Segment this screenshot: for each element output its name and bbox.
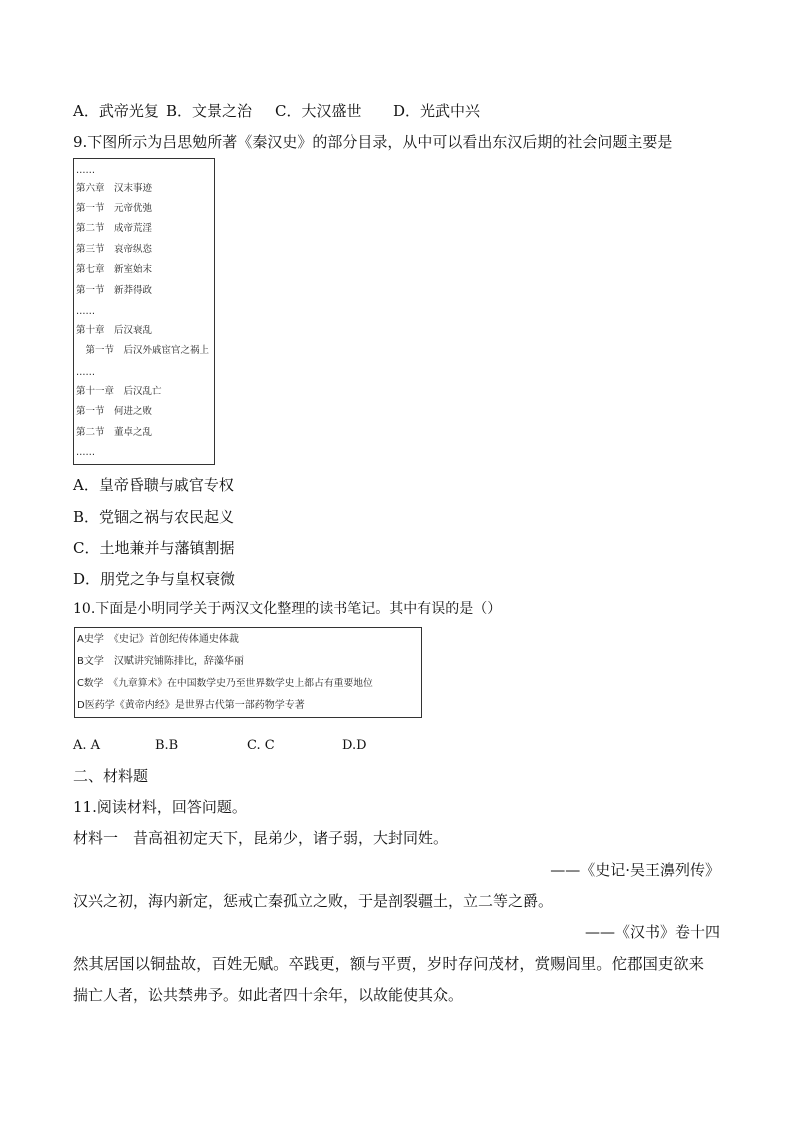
q8-option-a: A．武帝光复 — [73, 102, 159, 120]
toc-row: …… — [76, 165, 95, 176]
q10-stem: 10.下面是小明同学关于两汉文化整理的读书笔记。其中有误的是（） — [73, 601, 502, 617]
note-row: A史学 《史记》首创纪传体通史体裁 — [77, 634, 239, 645]
q9-option-d: D．朋党之争与皇权衰微 — [73, 570, 236, 588]
toc-row: 第三节 哀帝纵恣 — [76, 244, 153, 255]
q8-option-b: B．文景之治 — [166, 102, 253, 120]
toc-row: 第二节 董卓之乱 — [76, 427, 153, 438]
material-one: 材料一 昔高祖初定天下，昆弟少，诸子弱，大封同姓。 — [73, 829, 449, 847]
q10-option-c: C. C — [247, 738, 275, 753]
source-citation-2: ——《汉书》卷十四 — [584, 923, 720, 941]
source-citation-1: ——《史记·吴王濞列传》 — [550, 861, 720, 879]
q9-option-a: A．皇帝昏聩与戚官专权 — [73, 476, 234, 494]
toc-row: 第一节 何进之败 — [76, 406, 153, 417]
q9-stem: 9.下图所示为吕思勉所著《秦汉史》的部分目录，从中可以看出东汉后期的社会问题主要是 — [73, 133, 673, 151]
note-row: B文学 汉赋讲究铺陈排比，辞藻华丽 — [77, 656, 244, 667]
q9-toc-image — [73, 158, 215, 465]
toc-row: 第二节 成帝荒淫 — [76, 223, 153, 234]
toc-row: 第十一章 后汉乱亡 — [76, 386, 162, 397]
q10-option-d: D.D — [342, 738, 367, 753]
section-heading: 二、材料题 — [73, 767, 149, 785]
toc-row: 第一节 后汉外戚宦官之祸上 — [76, 345, 210, 356]
passage-two: 汉兴之初，海内新定，惩戒亡秦孤立之败，于是剖裂疆土，立二等之爵。 — [73, 892, 554, 910]
note-row: C数学 《九章算术》在中国数学史乃至世界数学史上都占有重要地位 — [77, 678, 373, 689]
toc-row: …… — [76, 367, 95, 378]
passage-three-line-2: 揣亡人者，讼共禁弗予。如此者四十余年，以故能使其众。 — [73, 986, 464, 1004]
toc-row: …… — [76, 306, 95, 317]
toc-row: 第一节 新莽得政 — [76, 285, 153, 296]
toc-row: 第十章 后汉衰乱 — [76, 325, 153, 336]
toc-row: 第七章 新室始末 — [76, 264, 153, 275]
toc-row: 第六章 汉末事迹 — [76, 183, 153, 194]
q10-option-a: A. A — [73, 738, 101, 753]
q10-notes-image — [74, 627, 422, 718]
q8-option-c: C．大汉盛世 — [275, 102, 362, 120]
q9-option-b: B．党锢之祸与农民起义 — [73, 508, 235, 526]
toc-row: …… — [76, 447, 95, 458]
q8-option-d: D．光武中兴 — [393, 102, 481, 120]
note-row: D医药学《黄帝内经》是世界古代第一部药物学专著 — [77, 700, 305, 711]
passage-three-line-1: 然其居国以铜盐故，百姓无赋。卒践更，额与平贾，岁时存问茂材，赏赐闾里。佗郡国吏欲来 — [73, 955, 705, 973]
q11-stem: 11.阅读材料，回答问题。 — [73, 798, 247, 816]
q10-option-b: B.B — [155, 738, 179, 753]
toc-row: 第一节 元帝优弛 — [76, 203, 153, 214]
q9-option-c: C．土地兼并与藩镇割据 — [73, 539, 235, 557]
